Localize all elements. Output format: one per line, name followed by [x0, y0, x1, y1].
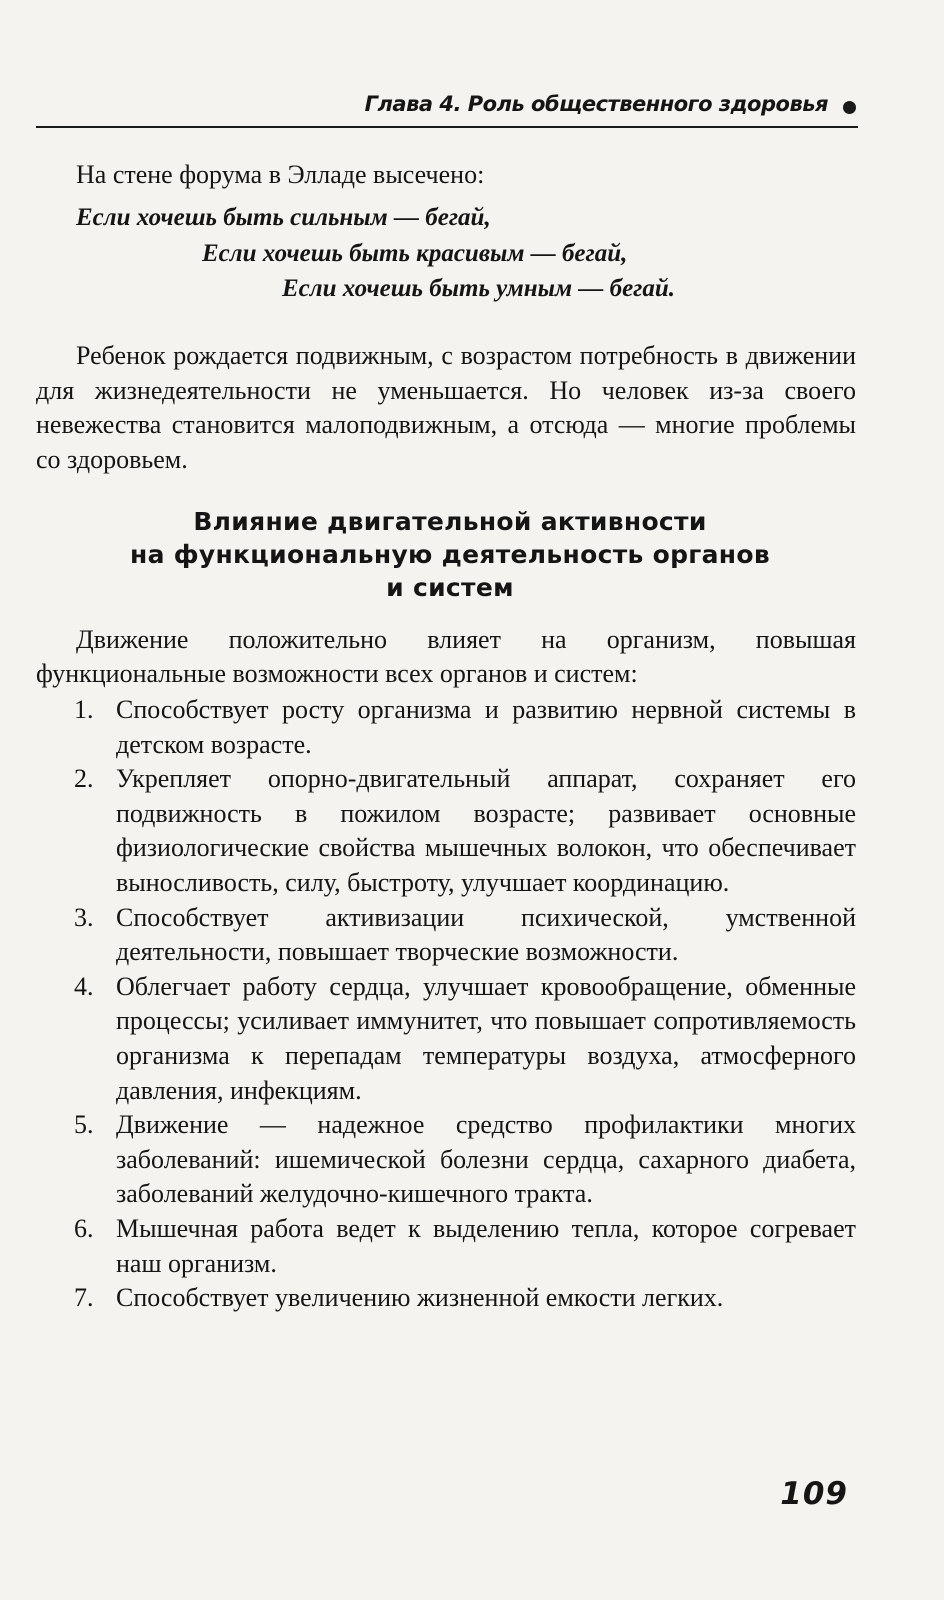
- list-item: [36, 901, 856, 970]
- bullet-icon: [843, 101, 856, 114]
- paragraph-1: Ребенок рождается подвижным, с возрастом потребность в движении для жизнедеятельности не уменьшается. Но человек из-за своего невежества становится малоподвижным, а отсюда — многие проблемы со здоровьем.: [36, 341, 856, 474]
- list-item-number: 6.: [74, 1213, 94, 1243]
- list-item-text: Облегчает работу сердца, улучшает кровообращение, обменные процессы; усиливает иммунитет, что повышает сопротивляемость организма к перепадам температуры воздуха, атмосферного давления, инфекциям.: [116, 971, 856, 1105]
- list-item-number: 1.: [74, 695, 94, 724]
- quote-line-3: Если хочешь быть умным — бегай.: [282, 275, 676, 302]
- benefits-list: [36, 693, 856, 1316]
- list-item-text: Способствует активизации психической, умственной деятельности, повышает творческие возможности.: [116, 902, 856, 967]
- list-item-text: Движение — надежное средство профилактики многих заболеваний: ишемической болезни сердца, сахарного диабета, заболеваний желудочно-кишечного тракта.: [116, 1110, 856, 1209]
- list-item-text: Способствует увеличению жизненной емкости легких.: [116, 1283, 724, 1313]
- list-item-text: Укрепляет опорно-двигательный аппарат, сохраняет его подвижность в пожилом возрасте; развивает основные физиологические свойства мышечных волокон, что обеспечивает выносливость, силу, быстроту, улучшает координацию.: [116, 764, 856, 897]
- paragraph-2: Движение положительно влияет на организм, повышая функциональные возможности всех органов и систем:: [36, 625, 856, 688]
- list-item-number: 2.: [74, 764, 94, 794]
- list-item: [36, 1212, 856, 1281]
- list-item-text: Способствует росту организма и развитию нервной системы в детском возрасте.: [116, 695, 856, 759]
- list-item: [36, 1108, 856, 1212]
- list-item-number: 7.: [74, 1283, 94, 1313]
- intro-line: На стене форума в Элладе высечено:: [76, 160, 485, 189]
- page-number: 109: [780, 1476, 848, 1512]
- list-item-number: 5.: [74, 1110, 94, 1140]
- list-item: [36, 693, 856, 762]
- running-head-title: Глава 4. Роль общественного здоровья: [364, 92, 828, 116]
- list-item: [36, 1281, 856, 1316]
- quote-line-1: Если хочешь быть сильным — бегай,: [76, 204, 491, 231]
- list-item-text: Мышечная работа ведет к выделению тепла, которое согревает наш организм.: [116, 1213, 856, 1278]
- quote-line-2: Если хочешь быть красивым — бегай,: [202, 240, 628, 267]
- section-heading-line-1: Влияние двигательной активности: [193, 507, 707, 536]
- section-heading: [60, 505, 840, 604]
- section-heading-line-2: на функциональную деятельность органов: [130, 540, 770, 569]
- section-heading-line-3: и систем: [386, 573, 514, 602]
- list-item-number: 3.: [74, 902, 94, 932]
- list-item: [36, 762, 856, 900]
- list-item: [36, 970, 856, 1108]
- list-item-number: 4.: [74, 971, 94, 1001]
- running-head: [36, 90, 858, 128]
